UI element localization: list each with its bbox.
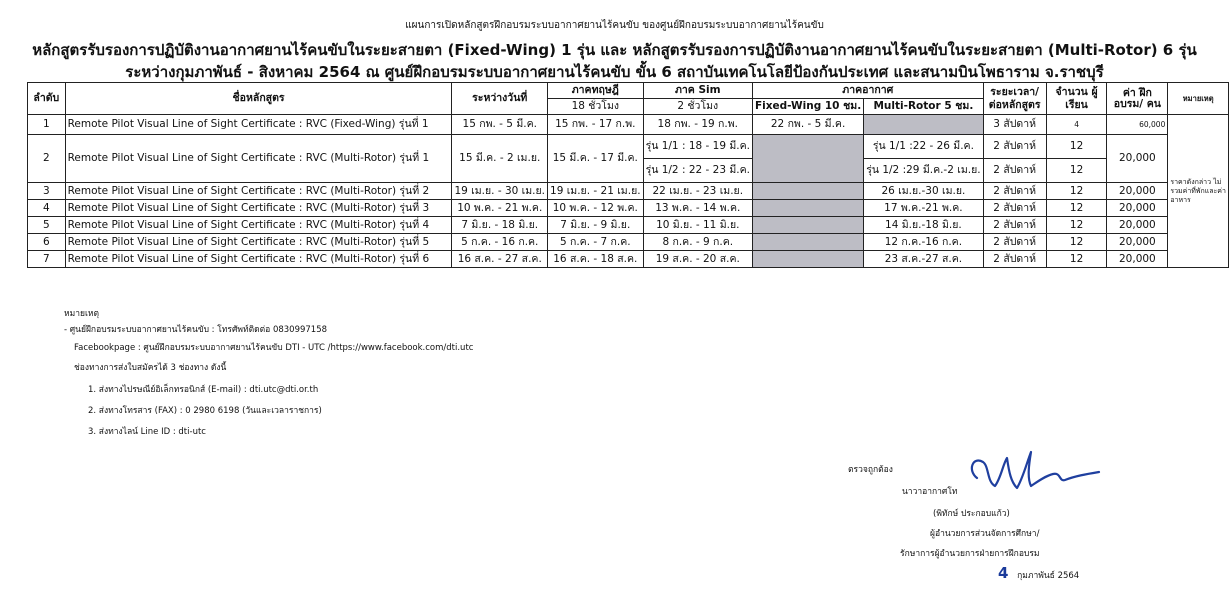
cell-between: 15 มี.ค. - 2 เม.ย. [452,135,548,183]
cell-theory: 16 ส.ค. - 18 ส.ค. [548,251,644,268]
cell-course: Remote Pilot Visual Line of Sight Certificate : RVC (Multi-Rotor) รุ่นที่ 3 [65,200,452,217]
cell-sim: รุ่น 1/1 : 18 - 19 มี.ค. [643,135,752,159]
cell-fee: 20,000 [1107,200,1168,217]
signature-date [998,564,1079,582]
cell-course: Remote Pilot Visual Line of Sight Certificate : RVC (Multi-Rotor) รุ่นที่ 2 [65,183,452,200]
table-header-row [28,83,1229,99]
cell-between: 16 ส.ค. - 27 ส.ค. [452,251,548,268]
cell-no: 3 [28,183,66,200]
notes-channel-email: 1. ส่งทางไปรษณีย์อิเล็กทรอนิกส์ (E-mail) : dti.utc@dti.or.th [88,385,319,395]
header-between: ระหว่างวันที่ [452,83,548,115]
cell-multi-rotor: 14 มิ.ย.-18 มิ.ย. [864,217,983,234]
cell-sim: 18 กพ. - 19 ก.พ. [643,115,752,135]
header-students: จำนวน ผู้เรียน [1046,83,1107,115]
table-row [28,217,1229,234]
header-theory-hours: 18 ชั่วโมง [548,99,644,115]
notes-channel-line: 3. ส่งทางไลน์ Line ID : dti-utc [88,427,206,437]
cell-no: 2 [28,135,66,183]
table-row [28,115,1229,135]
cell-fee: 60,000 [1107,115,1168,135]
signature-position1: ผู้อำนวยการส่วนจัดการศึกษา/ [930,529,1040,539]
cell-students: 12 [1046,183,1107,200]
notes-facebook: Facebookpage : ศูนย์ฝึกอบรมระบบอากาศยานไร้คนขับ DTI - UTC /https://www.facebook.com/dti.utc [74,343,474,353]
document-title-line2: ระหว่างกุมภาพันธ์ - สิงหาคม 2564 ณ ศูนย์ฝึกอบรมระบบอากาศยานไร้คนขับ ขั้น 6 สถาบันเทคโนโลยีป้องกันประเทศ และสนามบินโพธาราม จ.ราชบุรี [125,63,1104,81]
header-air: ภาคอากาศ [752,83,983,99]
cell-students: 12 [1046,200,1107,217]
cell-multi-rotor: รุ่น 1/2 :29 มี.ค.-2 เม.ย. [864,159,983,183]
cell-fee: 20,000 [1107,251,1168,268]
cell-theory: 7 มิ.ย. - 9 มิ.ย. [548,217,644,234]
cell-students: 4 [1046,115,1107,135]
cell-no: 5 [28,217,66,234]
cell-between: 19 เม.ย. - 30 เม.ย. [452,183,548,200]
header-fee: ค่า ฝึกอบรม/ คน [1107,83,1168,115]
cell-fee: 20,000 [1107,183,1168,200]
cell-theory: 15 มี.ค. - 17 มี.ค. [548,135,644,183]
cell-course: Remote Pilot Visual Line of Sight Certificate : RVC (Multi-Rotor) รุ่นที่ 6 [65,251,452,268]
cell-students: 12 [1046,159,1107,183]
cell-sim: 19 ส.ค. - 20 ส.ค. [643,251,752,268]
notes-phone: - ศูนย์ฝึกอบรมระบบอากาศยานไร้คนขับ : โทรศัพท์ติดต่อ 0830997158 [64,325,328,335]
cell-duration: 2 สัปดาห์ [983,183,1046,200]
cell-course: Remote Pilot Visual Line of Sight Certificate : RVC (Multi-Rotor) รุ่นที่ 1 [65,135,452,183]
notes-heading: หมายเหตุ [64,309,99,319]
cell-multi-rotor: 12 ก.ค.-16 ก.ค. [864,234,983,251]
cell-course: Remote Pilot Visual Line of Sight Certificate : RVC (Multi-Rotor) รุ่นที่ 4 [65,217,452,234]
cell-no: 4 [28,200,66,217]
signature-position2: รักษาการผู้อำนวยการฝ่ายการฝึกอบรม [900,549,1040,559]
cell-duration: 3 สัปดาห์ [983,115,1046,135]
cell-multi-rotor: 26 เม.ย.-30 เม.ย. [864,183,983,200]
signature-name: (พิทักษ์ ประกอบแก้ว) [933,509,1010,519]
cell-no: 6 [28,234,66,251]
cell-between: 7 มิ.ย. - 18 มิ.ย. [452,217,548,234]
table-row [28,251,1229,268]
cell-fee: 20,000 [1107,217,1168,234]
cell-students: 12 [1046,234,1107,251]
table-row [28,234,1229,251]
cell-fixed-wing: 22 กพ. - 5 มี.ค. [752,115,863,135]
header-sim: ภาค Sim [643,83,752,99]
notes-channel-fax: 2. ส่งทางโทรสาร (FAX) : 0 2980 6198 (วันและเวลาราชการ) [88,406,322,416]
cell-between: 10 พ.ค. - 21 พ.ค. [452,200,548,217]
schedule-table [27,82,1229,268]
cell-students: 12 [1046,135,1107,159]
cell-duration: 2 สัปดาห์ [983,200,1046,217]
cell-remark: ราคาดังกล่าว ไม่รวมค่าที่พักและค่าอาหาร [1168,115,1229,268]
cell-fixed-wing-empty [752,234,863,251]
cell-multi-rotor: 17 พ.ค.-21 พ.ค. [864,200,983,217]
cell-fixed-wing-empty [752,183,863,200]
document-title-line1: หลักสูตรรับรองการปฏิบัติงานอากาศยานไร้คนขับในระยะสายตา (Fixed-Wing) 1 รุ่น และ หลักสูตรรับรองการปฏิบัติงานอากาศยานไร้คนขับในระยะสายตา (Multi-Rotor) 6 รุ่น [32,41,1197,59]
cell-theory: 15 กพ. - 17 ก.พ. [548,115,644,135]
cell-multi-rotor: 23 ส.ค.-27 ส.ค. [864,251,983,268]
cell-theory: 10 พ.ค. - 12 พ.ค. [548,200,644,217]
cell-theory: 5 ก.ค. - 7 ก.ค. [548,234,644,251]
cell-students: 12 [1046,251,1107,268]
header-course: ชื่อหลักสูตร [65,83,452,115]
signature-check-label: ตรวจถูกต้อง [848,465,893,475]
cell-duration: 2 สัปดาห์ [983,251,1046,268]
cell-no: 1 [28,115,66,135]
cell-course: Remote Pilot Visual Line of Sight Certificate : RVC (Multi-Rotor) รุ่นที่ 5 [65,234,452,251]
cell-course: Remote Pilot Visual Line of Sight Certificate : RVC (Fixed-Wing) รุ่นที่ 1 [65,115,452,135]
cell-duration: 2 สัปดาห์ [983,159,1046,183]
signature-date-day: 4 [998,564,1009,582]
cell-sim: 10 มิ.ย. - 11 มิ.ย. [643,217,752,234]
notes-channels-heading: ช่องทางการส่งใบสมัครได้ 3 ช่องทาง ดังนี้ [74,363,227,373]
header-multi-rotor: Multi-Rotor 5 ชม. [864,99,983,115]
cell-fixed-wing-empty [752,200,863,217]
cell-sim: รุ่น 1/2 : 22 - 23 มี.ค. [643,159,752,183]
signature-rank: นาวาอากาศโท [902,487,958,497]
table-row [28,135,1229,159]
cell-sim: 22 เม.ย. - 23 เม.ย. [643,183,752,200]
cell-fee: 20,000 [1107,234,1168,251]
cell-multi-rotor-empty [864,115,983,135]
handwritten-signature [965,448,1105,498]
cell-students: 12 [1046,217,1107,234]
document-supertitle: แผนการเปิดหลักสูตรฝึกอบรมระบบอากาศยานไร้คนขับ ของศูนย์ฝึกอบรมระบบอากาศยานไร้คนขับ [405,20,824,31]
cell-duration: 2 สัปดาห์ [983,234,1046,251]
header-no: ลำดับ [28,83,66,115]
header-fixed-wing: Fixed-Wing 10 ชม. [752,99,863,115]
cell-multi-rotor: รุ่น 1/1 :22 - 26 มี.ค. [864,135,983,159]
header-duration: ระยะเวลา/ ต่อหลักสูตร [983,83,1046,115]
header-sim-hours: 2 ชั่วโมง [643,99,752,115]
table-row [28,183,1229,200]
cell-theory: 19 เม.ย. - 21 เม.ย. [548,183,644,200]
cell-sim: 13 พ.ค. - 14 พ.ค. [643,200,752,217]
header-theory: ภาคทฤษฎี [548,83,644,99]
cell-no: 7 [28,251,66,268]
table-row [28,200,1229,217]
cell-duration: 2 สัปดาห์ [983,217,1046,234]
cell-fixed-wing-empty [752,217,863,234]
cell-fee: 20,000 [1107,135,1168,183]
cell-between: 5 ก.ค. - 16 ก.ค. [452,234,548,251]
cell-between: 15 กพ. - 5 มี.ค. [452,115,548,135]
signature-date-rest: กุมภาพันธ์ 2564 [1017,571,1080,581]
header-remark: หมายเหตุ [1168,83,1229,115]
cell-sim: 8 ก.ค. - 9 ก.ค. [643,234,752,251]
cell-duration: 2 สัปดาห์ [983,135,1046,159]
cell-fixed-wing-empty [752,135,863,183]
cell-fixed-wing-empty [752,251,863,268]
